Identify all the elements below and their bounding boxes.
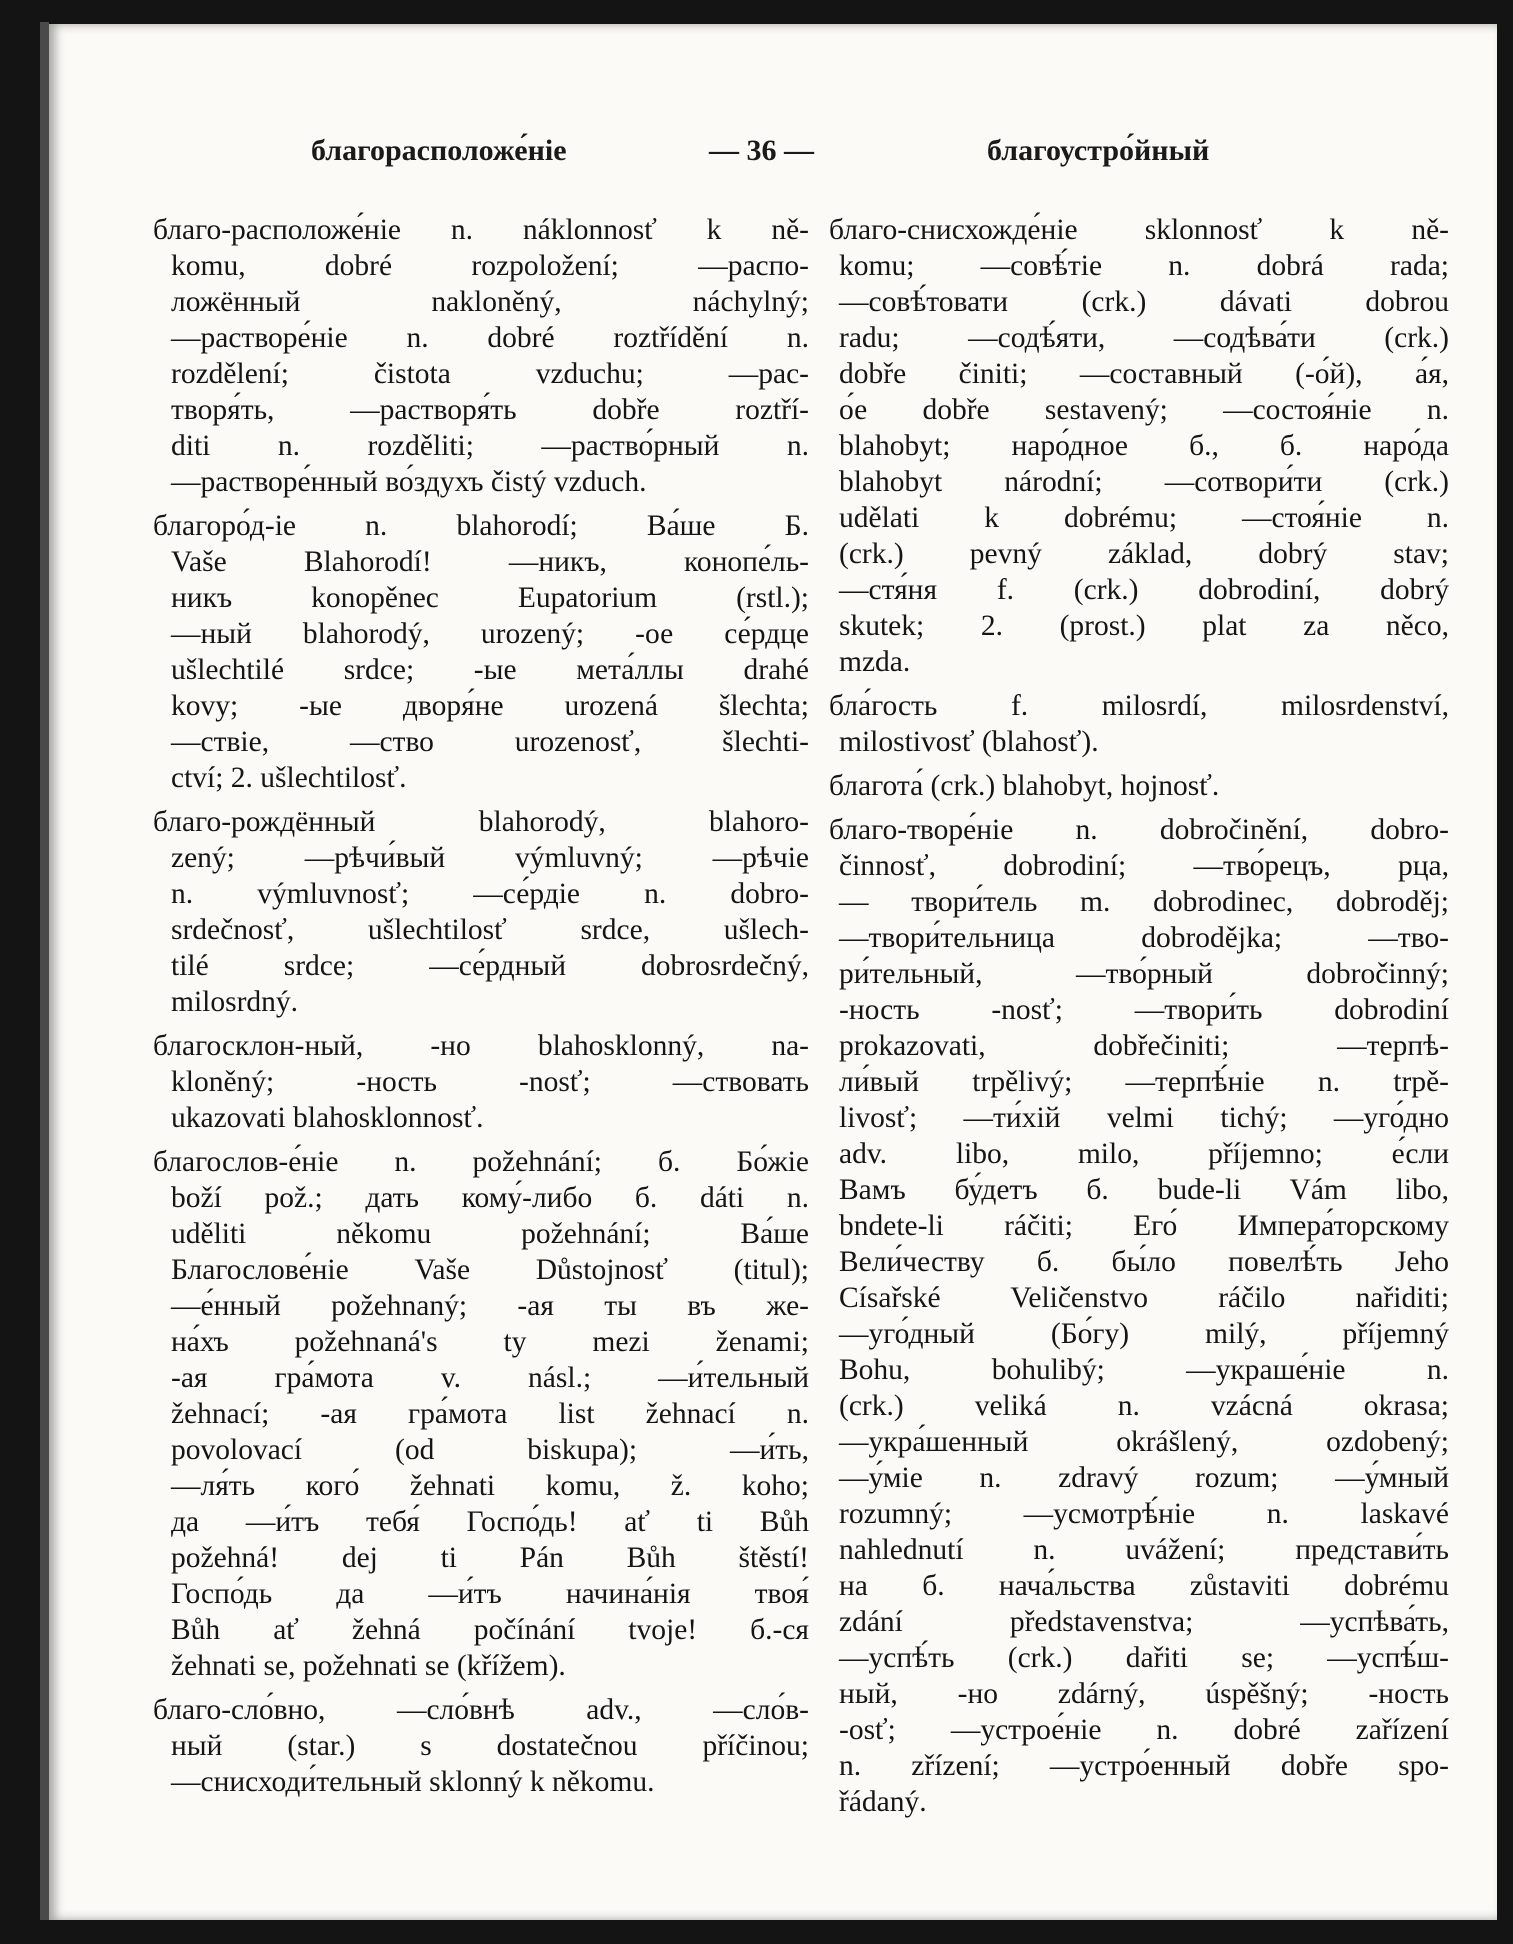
entry-line: milosrdný.	[171, 986, 299, 1018]
entry-line: —ствіе, —ство urozenosť, šlechti-	[171, 726, 809, 758]
entry-line: благо-расположе́ніе n. náklonnosť k ně-	[153, 214, 809, 246]
entry-line: Císařské Veličenstvo ráčilo nařiditi;	[839, 1282, 1449, 1314]
entry-line: žehnací; -ая гра́мота list žehnací n.	[171, 1398, 809, 1430]
entry-line: prokazovati, dobřečiniti; —терпѣ-	[839, 1030, 1449, 1062]
entry-line: благо-творе́ніе n. dobročinění, dobro-	[829, 814, 1449, 846]
entry-line: Bůh ať žehná počínání tvoje! б.-ся	[171, 1614, 809, 1646]
entry-line: skutek; 2. (prost.) plat za něco,	[839, 610, 1449, 642]
entry-line: никъ konopěnec Eupatorium (rstl.);	[171, 582, 809, 614]
entry-line: Bohu, bohulibý; —украше́ніе n.	[839, 1354, 1449, 1386]
entry-line: boží pož.; дать кому́-либо б. dáti n.	[171, 1182, 809, 1214]
entry-line: благоро́д-іе n. blahorodí; Ва́ше Б.	[153, 510, 809, 542]
entry-line: ный (star.) s dostatečnou příčinou;	[171, 1730, 809, 1762]
entry-line: diti n. rozděliti; —раство́рный n.	[171, 430, 809, 462]
book-spine-edge	[40, 22, 49, 1920]
entry-line: ušlechtilé srdce; -ые мета́ллы drahé	[171, 654, 809, 686]
entry-line: adv. libo, milo, příjemno; е́сли	[839, 1138, 1449, 1170]
entry-line: -ая гра́мота v. násl.; —и́тельный	[171, 1362, 809, 1394]
entry-line: komu, dobré rozpoložení; —распо-	[171, 250, 809, 282]
entry-line: blahobyt národní; —сотвори́ти (crk.)	[839, 466, 1449, 498]
right-column	[829, 212, 1449, 1828]
entry-line: povolovací (od biskupa); —и́ть,	[171, 1434, 809, 1466]
dictionary-page	[49, 24, 1497, 1920]
entry-line: žehnati se, požehnati se (křížem).	[171, 1650, 566, 1682]
entry-line: milostivosť (blahosť).	[839, 726, 1099, 758]
entry-line: —успѣ́ть (crk.) dařiti se; —успѣ́ш-	[839, 1642, 1449, 1674]
page-number: — 36 —	[709, 134, 814, 167]
entry-line: tilé srdce; —се́рдный dobrosrdečný,	[171, 950, 809, 982]
entry-line: n. zřízení; —устро́енный dobře spo-	[839, 1750, 1449, 1782]
dictionary-entry	[829, 212, 1449, 680]
dictionary-entry	[153, 804, 809, 1020]
entry-line: благота́ (crk.) blahobyt, hojnosť.	[829, 770, 1220, 802]
entry-line: Госпо́дь да —и́тъ начина́нія твоя́	[171, 1578, 809, 1610]
entry-line: творя́ть, —растворя́ть dobře roztří-	[171, 394, 809, 426]
dictionary-entry	[829, 812, 1449, 1820]
entry-line: dobře činiti; —составный (-о́й), а́я,	[839, 358, 1449, 390]
entry-line: благослов-е́ніе n. požehnání; б. Бо́жіе	[153, 1146, 809, 1178]
entry-line: да —и́тъ тебя́ Госпо́дь! ať ti Bůh	[171, 1506, 809, 1538]
entry-line: о́е dobře sestavený; —состоя́ніе n.	[839, 394, 1449, 426]
entry-line: бла́гость f. milosrdí, milosrdenství,	[829, 690, 1449, 722]
entry-line: -osť; —устрое́ніе n. dobré zařízení	[839, 1714, 1449, 1746]
left-column	[153, 212, 809, 1808]
dictionary-entry	[829, 768, 1449, 804]
entry-line: livosť; —ти́хій velmi tichý; —уго́дно	[839, 1102, 1449, 1134]
entry-line: srdečnosť, ušlechtilosť srdce, ušlech-	[171, 914, 809, 946]
entry-line: —твори́тельница dobrodějka; —тво-	[839, 922, 1449, 954]
entry-line: komu; —совѣ́тіе n. dobrá rada;	[839, 250, 1449, 282]
entry-line: благосклон-ный, -но blahosklonný, na-	[153, 1030, 809, 1062]
entry-line: ли́вый trpělivý; —терпѣ́ніе n. trpě-	[839, 1066, 1449, 1098]
dictionary-entry	[153, 212, 809, 500]
entry-line: (crk.) veliká n. vzácná okrasa;	[839, 1390, 1449, 1422]
entry-line: ukazovati blahosklonnosť.	[171, 1102, 484, 1134]
entry-line: řádaný.	[839, 1786, 927, 1818]
entry-line: на́хъ požehnaná's ty mezi ženami;	[171, 1326, 809, 1358]
dictionary-entry	[153, 1028, 809, 1136]
dictionary-entry	[153, 508, 809, 796]
entry-line: kloněný; -ность -nosť; —ствовать	[171, 1066, 809, 1098]
entry-line: uděliti někomu požehnání; Ва́ше	[171, 1218, 809, 1250]
entry-line: —снисходи́тельный sklonný k někomu.	[171, 1766, 655, 1798]
entry-line: —совѣ́товати (crk.) dávati dobrou	[839, 286, 1449, 318]
entry-line: —уго́дный (Бо́гу) milý, příjemný	[839, 1318, 1449, 1350]
entry-line: ри́тельный, —тво́рный dobročinný;	[839, 958, 1449, 990]
entry-line: kovy; -ые дворя́не urozená šlechta;	[171, 690, 809, 722]
entry-line: n. výmluvnosť; —се́рдіе n. dobro-	[171, 878, 809, 910]
entry-line: rozdělení; čistota vzduchu; —рас-	[171, 358, 809, 390]
entry-line: —ный blahorodý, urozený; -ое се́рдце	[171, 618, 809, 650]
dictionary-entry	[829, 688, 1449, 760]
entry-line: -ность -nosť; —твори́ть dobrodiní	[839, 994, 1449, 1026]
entry-line: bndete-li ráčiti; Его́ Импера́торскому	[839, 1210, 1449, 1242]
entry-line: благо-рождённый blahorodý, blahoro-	[153, 806, 809, 838]
entry-line: zdání představenstva; —успѣва́ть,	[839, 1606, 1449, 1638]
entry-line: radu; —содѣ́яти, —содѣва́ти (crk.)	[839, 322, 1449, 354]
entry-line: —е́нный požehnaný; -ая ты въ же-	[171, 1290, 809, 1322]
entry-line: ный, -но zdárný, úspěšný; -ность	[839, 1678, 1449, 1710]
entry-line: на б. нача́льства zůstaviti dobrému	[839, 1570, 1449, 1602]
entry-line: Благослове́ніе Vaše Důstojnosť (titul);	[171, 1254, 809, 1286]
dictionary-entry	[153, 1144, 809, 1684]
entry-line: ложённый nakloněný, náchylný;	[171, 286, 809, 318]
entry-line: —укра́шенный okrášlený, ozdobený;	[839, 1426, 1449, 1458]
entry-line: —у́міе n. zdravý rozum; —у́мный	[839, 1462, 1449, 1494]
entry-line: rozumný; —усмотрѣ́ніе n. laskavé	[839, 1498, 1449, 1530]
entry-line: požehná! dej ti Pán Bůh štěstí!	[171, 1542, 809, 1574]
entry-line: činnosť, dobrodiní; —тво́рецъ, рца,	[839, 850, 1449, 882]
entry-line: zený; —рѣчи́вый výmluvný; —рѣчіе	[171, 842, 809, 874]
entry-line: (crk.) pevný základ, dobrý stav;	[839, 538, 1449, 570]
entry-line: ctví; 2. ušlechtilosť.	[171, 762, 407, 794]
entry-line: благо-снисхожде́ніе sklonnosť k ně-	[829, 214, 1449, 246]
dictionary-entry	[153, 1692, 809, 1800]
entry-line: —стя́ня f. (crk.) dobrodiní, dobrý	[839, 574, 1449, 606]
running-head-right: благоустро́йный	[987, 134, 1210, 167]
entry-line: Вамъ бу́детъ б. bude-li Vám libo,	[839, 1174, 1449, 1206]
entry-line: —растворе́ніе n. dobré roztřídění n.	[171, 322, 809, 354]
entry-line: — твори́тель m. dobrodinec, dobroděj;	[839, 886, 1449, 918]
entry-line: —ля́ть кого́ žehnati komu, ž. koho;	[171, 1470, 809, 1502]
running-head-left: благорасположе́ніе	[311, 134, 567, 167]
entry-line: —растворе́нный во́здухъ čistý vzduch.	[171, 466, 647, 498]
entry-line: Вели́честву б. бы́ло повелѣ́ть Jeho	[839, 1246, 1449, 1278]
entry-line: udělati k dobrému; —стоя́ніе n.	[839, 502, 1449, 534]
entry-line: blahobyt; наро́дное б., б. наро́да	[839, 430, 1449, 462]
entry-line: mzda.	[839, 646, 911, 678]
running-head	[49, 134, 1497, 174]
entry-line: nahlednutí n. uvážení; представи́ть	[839, 1534, 1449, 1566]
entry-line: благо-сло́вно, —сло́внѣ adv., —сло́в-	[153, 1694, 809, 1726]
entry-line: Vaše Blahorodí! —никъ, конопе́ль-	[171, 546, 809, 578]
